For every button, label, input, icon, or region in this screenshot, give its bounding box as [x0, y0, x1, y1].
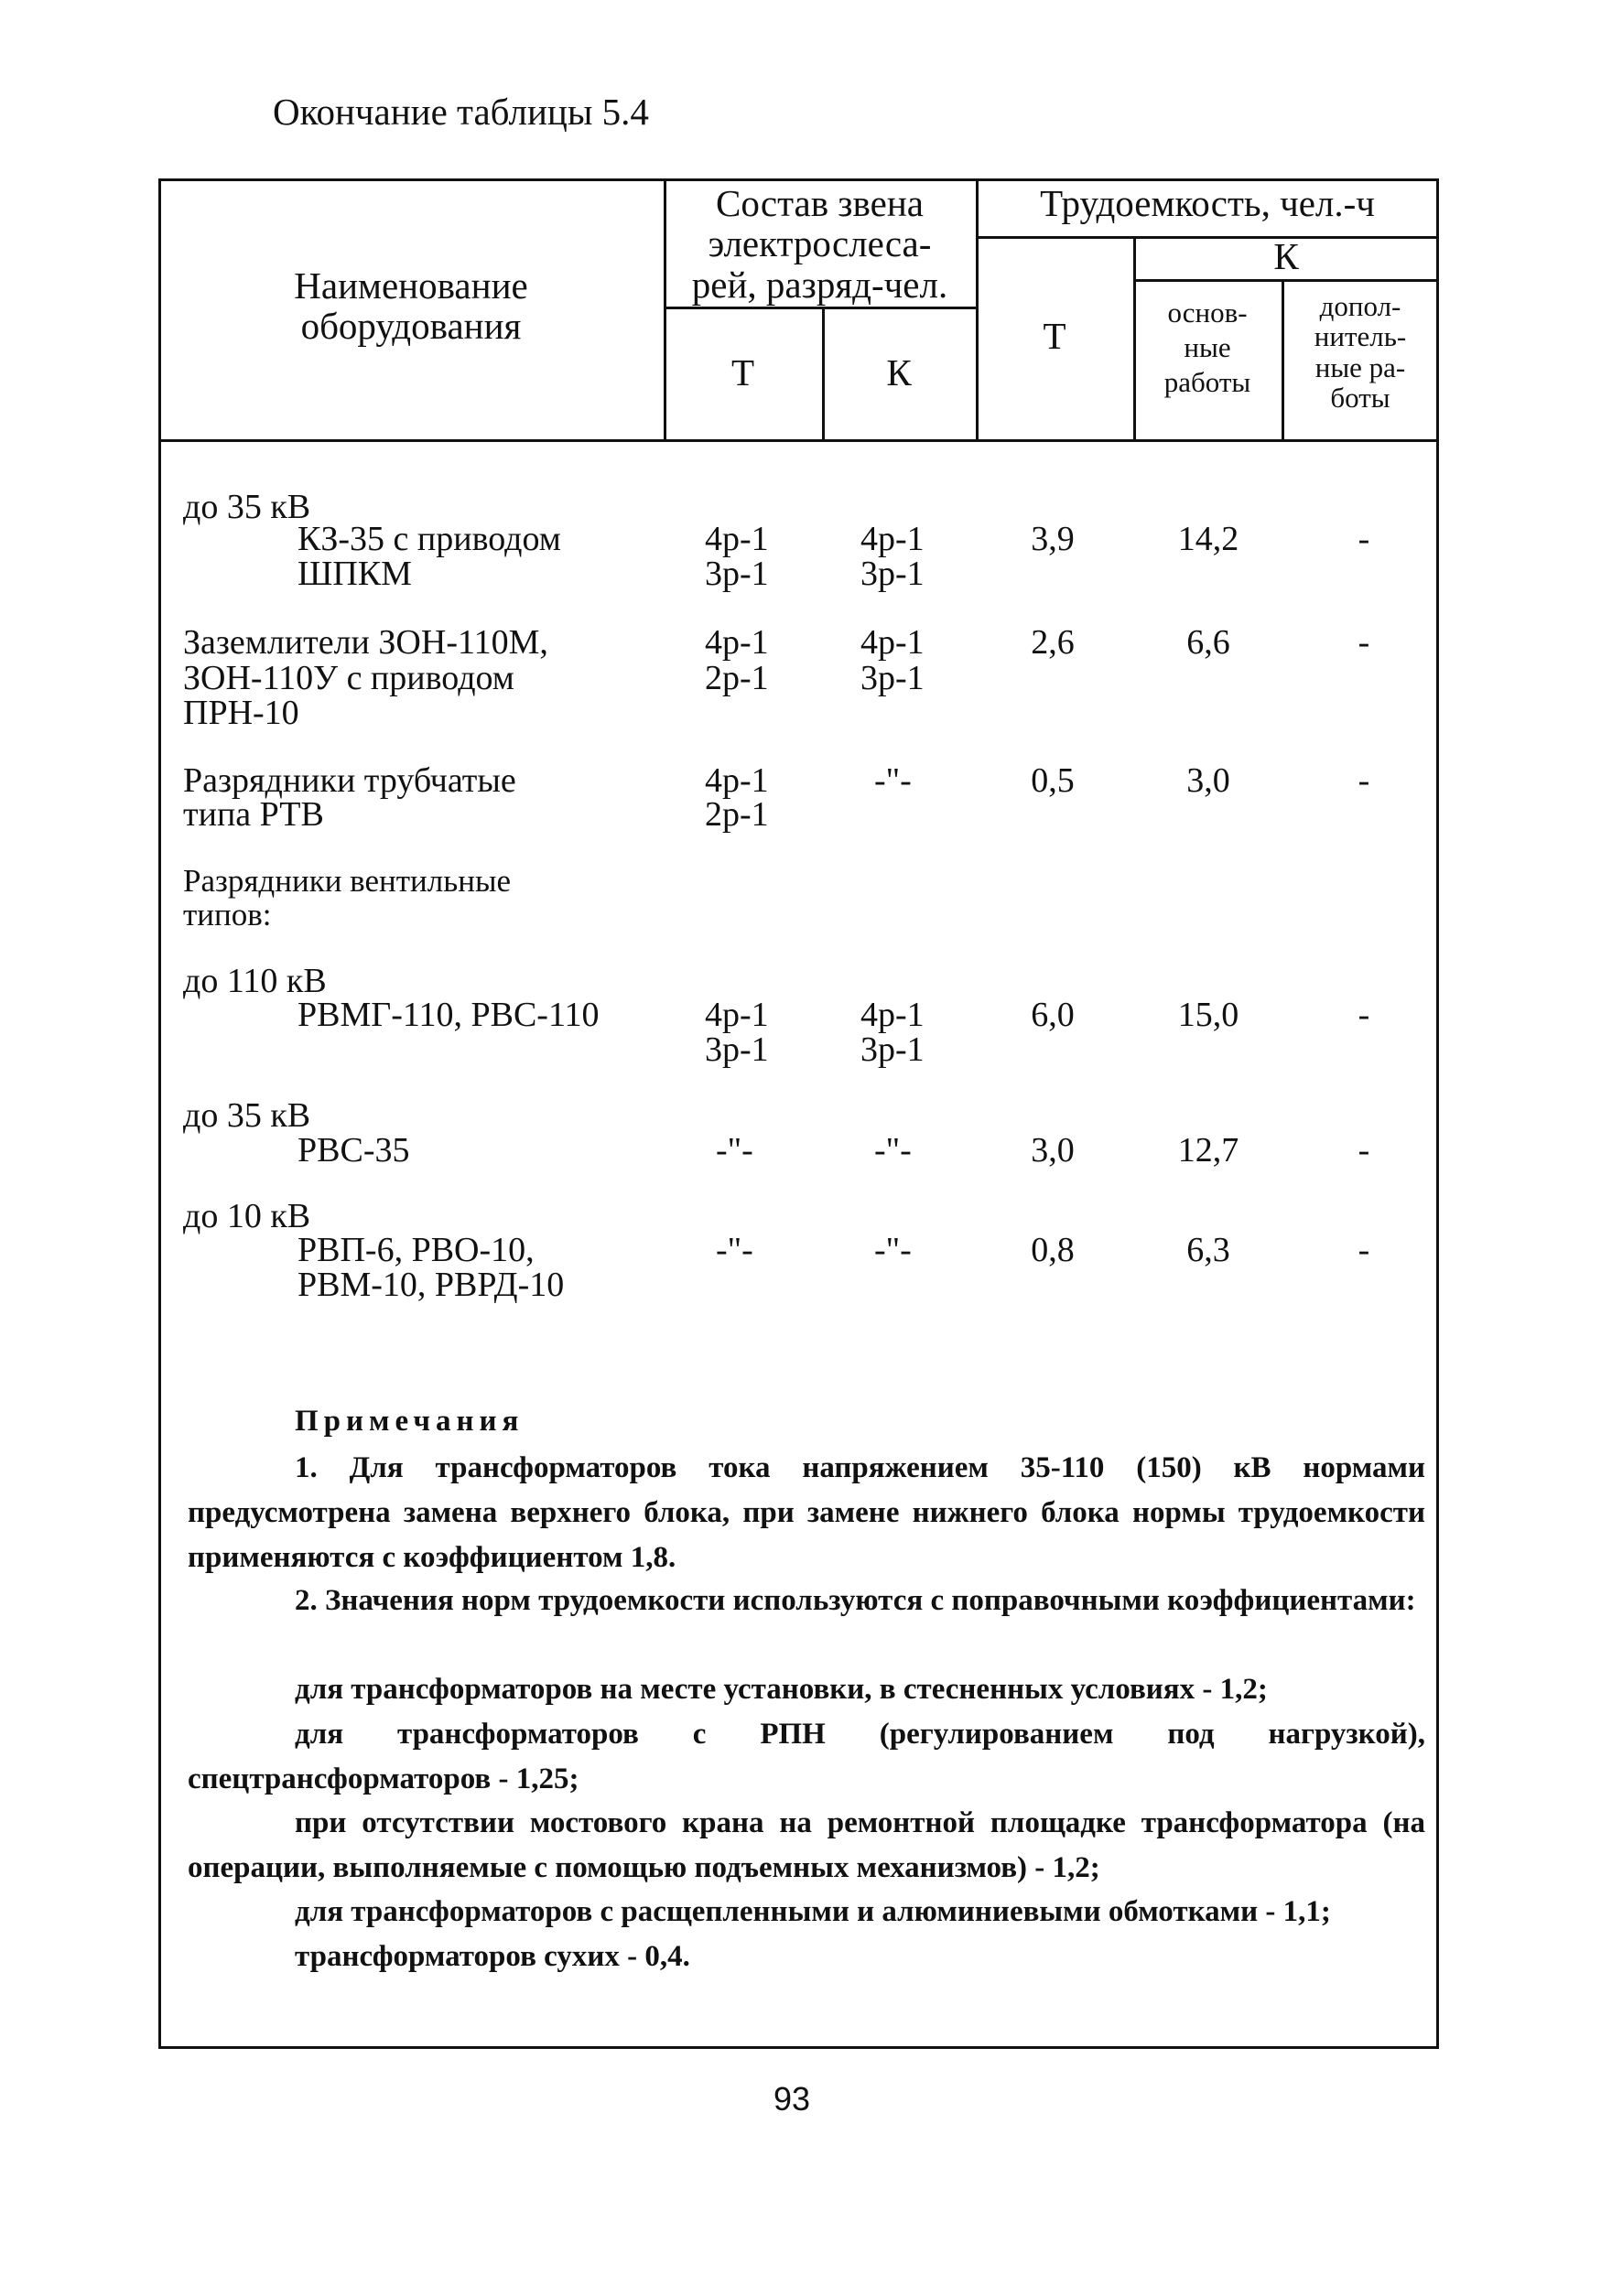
header-main-work: основ- ные работы	[1163, 296, 1251, 398]
crew-k-value: 3р-1	[860, 659, 925, 697]
crew-t-value: 4р-1	[705, 996, 769, 1034]
header-bottom-rule	[158, 439, 1439, 442]
header-labor-k: К	[1273, 235, 1299, 277]
header-rule	[664, 307, 976, 309]
row-label: ЗОН-110У с приводом	[183, 659, 514, 697]
header-crew: Состав звена электрослеса- рей, разряд-чел.	[691, 182, 948, 306]
crew-t-value: 2р-1	[705, 659, 769, 697]
labor-t-value: 3,9	[1031, 520, 1075, 558]
note-paragraph: для трансформаторов на месте установки, в стесненных условиях - 1,2;	[295, 1673, 1268, 1706]
labor-main-value: 14,2	[1177, 520, 1239, 558]
crew-k-value: 4р-1	[860, 996, 925, 1034]
row-label: КЗ-35 с приводом	[297, 520, 561, 558]
labor-main-value: 6,6	[1186, 623, 1230, 662]
crew-t-value: -"-	[716, 1131, 753, 1170]
row-label: до 110 кВ	[183, 962, 327, 1000]
labor-main-value: 6,3	[1186, 1231, 1230, 1269]
notes-title: Примечания	[295, 1405, 525, 1438]
crew-k-value: -"-	[874, 1131, 912, 1170]
labor-main-value: 12,7	[1177, 1131, 1239, 1170]
row-label: до 35 кВ	[183, 488, 311, 526]
crew-k-value: 3р-1	[860, 1030, 925, 1069]
crew-t-value: 3р-1	[705, 1030, 769, 1069]
row-label: РВМГ-110, РВС-110	[297, 996, 600, 1034]
row-label: Заземлители ЗОН-110М,	[183, 623, 548, 662]
row-label: ШПКМ	[297, 555, 412, 593]
crew-t-value: 4р-1	[705, 623, 769, 662]
note-paragraph: для трансформаторов с РПН (регулированием под нагрузкой), спецтрансформаторов - 1,25;	[188, 1718, 1425, 1795]
labor-extra-value: -	[1358, 1231, 1370, 1269]
labor-extra-value: -	[1358, 520, 1370, 558]
crew-t-value: -"-	[716, 1231, 753, 1269]
row-label: Разрядники трубчатые	[183, 761, 516, 800]
row-label: типа РТВ	[183, 795, 324, 834]
note-paragraph: 1. Для трансформаторов тока напряжением 35-110 (150) кВ нормами предусмотрена замена верхнего блока, при замене нижнего блока нормы трудоемкости применяются с коэффициентом 1,8.	[188, 1451, 1425, 1574]
note-paragraph: при отсутствии мостового крана на ремонтной площадке трансформатора (на операции, выполняемые с помощью подъемных механизмов) - 1,2;	[188, 1806, 1425, 1884]
labor-extra-value: -	[1358, 1131, 1370, 1170]
labor-t-value: 3,0	[1031, 1131, 1075, 1170]
note-paragraph: для трансформаторов с расщепленными и алюминиевыми обмотками - 1,1;	[295, 1895, 1331, 1928]
labor-extra-value: -	[1358, 996, 1370, 1034]
labor-t-value: 0,8	[1031, 1231, 1075, 1269]
header-rule	[1133, 279, 1439, 282]
row-label: до 35 кВ	[183, 1096, 311, 1135]
row-label: до 10 кВ	[183, 1197, 311, 1235]
header-extra-work: допол- нитель- ные ра- боты	[1314, 290, 1407, 415]
crew-k-value: -"-	[874, 1231, 912, 1269]
row-label: РВП-6, РВО-10,	[297, 1231, 535, 1269]
crew-k-value: 4р-1	[860, 623, 925, 662]
crew-t-value: 2р-1	[705, 795, 769, 834]
labor-t-value: 2,6	[1031, 623, 1075, 662]
crew-k-value: -"-	[874, 761, 912, 800]
header-equipment-name: Наименование оборудования	[294, 264, 528, 348]
labor-main-value: 15,0	[1177, 996, 1239, 1034]
row-label: РВМ-10, РВРД-10	[297, 1266, 565, 1304]
crew-k-value: 3р-1	[860, 555, 925, 593]
row-label: типов:	[183, 897, 272, 932]
labor-t-value: 0,5	[1031, 761, 1075, 800]
header-labor-t: Т	[1043, 315, 1066, 357]
row-label: РВС-35	[297, 1131, 410, 1170]
crew-t-value: 4р-1	[705, 520, 769, 558]
header-crew-k: К	[886, 351, 912, 393]
labor-main-value: 3,0	[1186, 761, 1230, 800]
note-paragraph: 2. Значения норм трудоемкости используются с поправочными коэффициентами:	[295, 1584, 1416, 1617]
labor-extra-value: -	[1358, 761, 1370, 800]
labor-extra-value: -	[1358, 623, 1370, 662]
crew-t-value: 3р-1	[705, 555, 769, 593]
header-crew-t: Т	[730, 351, 755, 393]
note-paragraph: трансформаторов сухих - 0,4.	[295, 1940, 690, 1973]
crew-t-value: 4р-1	[705, 761, 769, 800]
row-label: ПРН-10	[183, 694, 299, 732]
labor-t-value: 6,0	[1031, 996, 1075, 1034]
header-labor: Трудоемкость, чел.-ч	[1040, 182, 1375, 224]
page-number: 93	[773, 2080, 811, 2118]
crew-k-value: 4р-1	[860, 520, 925, 558]
row-label: Разрядники вентильные	[183, 863, 511, 899]
table-caption: Окончание таблицы 5.4	[273, 91, 649, 133]
